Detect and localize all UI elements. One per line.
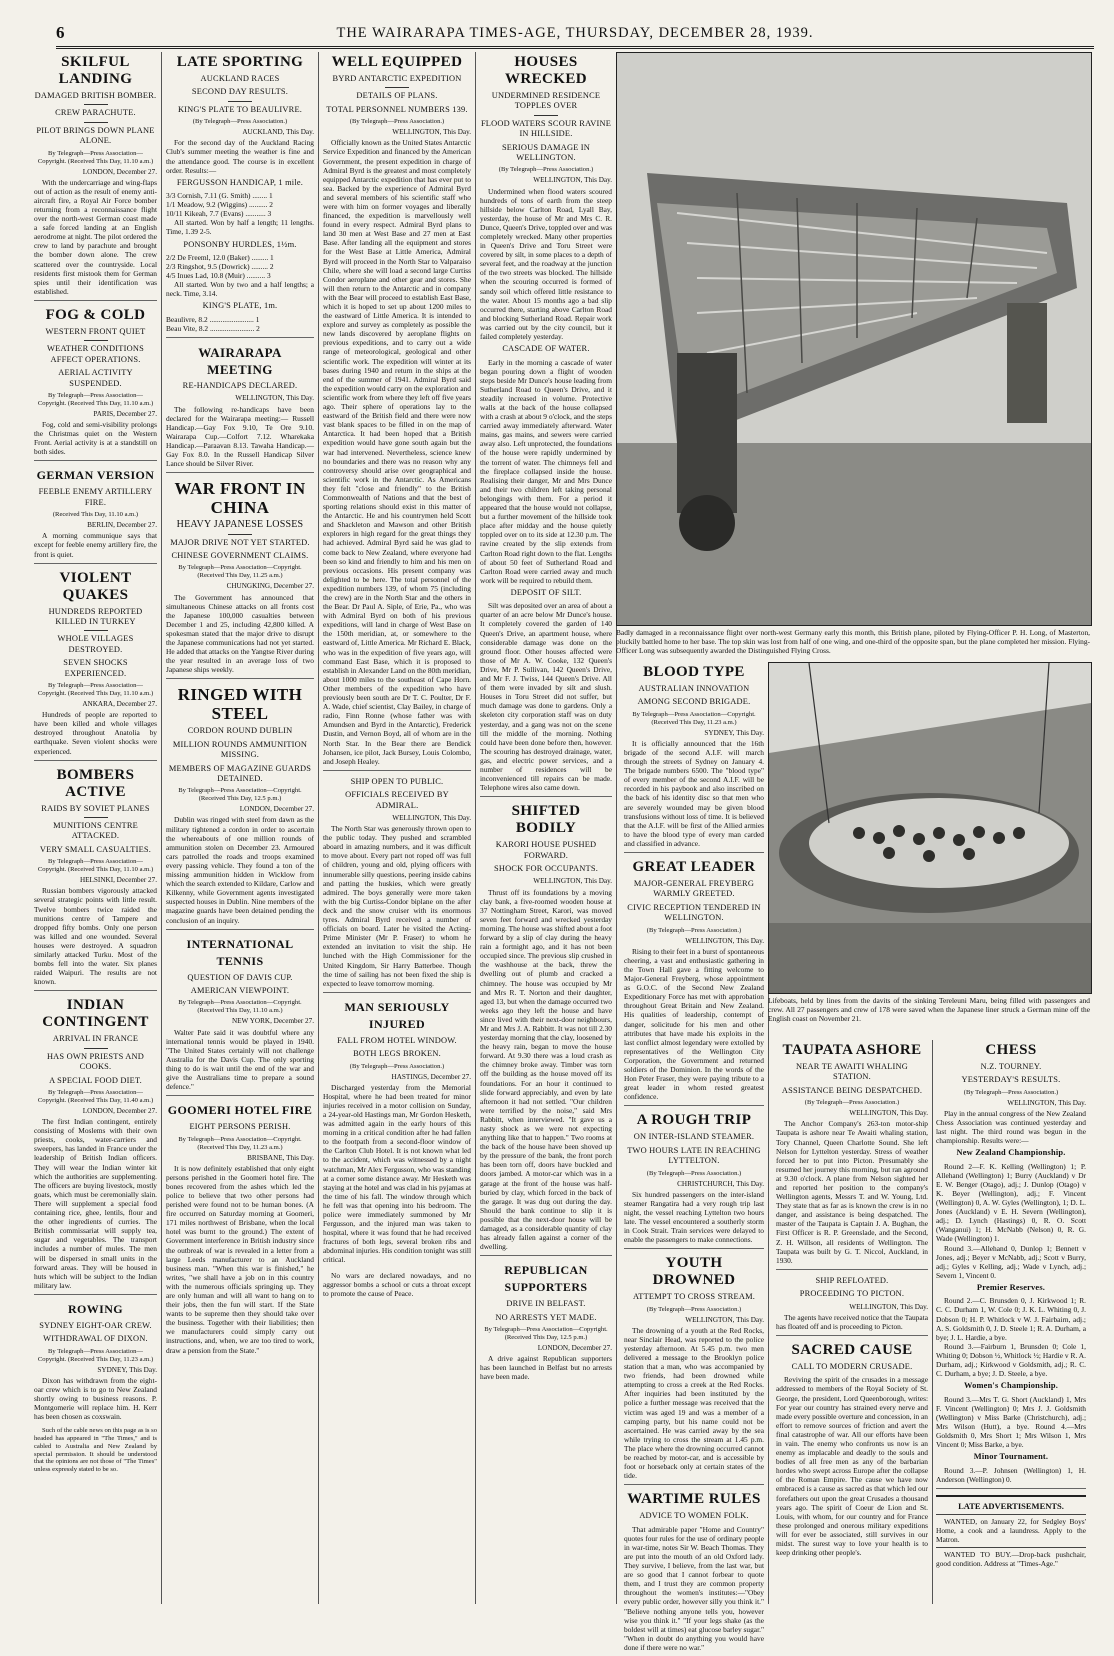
dateline: LONDON, December 27. [82, 1107, 157, 1115]
subhead: HAS OWN PRIESTS AND COOKS. [46, 1051, 145, 1072]
article-body: A drive against Republican supporters has been launched in Belfast but no arrests have been made. [480, 1354, 612, 1382]
subhead: AERIAL ACTIVITY SUSPENDED. [58, 368, 133, 388]
ads-heading: LATE ADVERTISEMENTS. [958, 1500, 1064, 1511]
lifeboats-photo [768, 662, 1092, 994]
subhead: WITHDRAWAL OF DIXON. [43, 1334, 148, 1344]
subhead: KING'S PLATE TO BEAULIVRE. [177, 104, 303, 114]
subhead: BOTH LEGS BROKEN. [353, 1049, 441, 1059]
article-man-seriously-injured [323, 999, 471, 1302]
column-6 [772, 1040, 933, 1604]
headline: WARTIME RULES [627, 1491, 761, 1508]
subhead: ATTEMPT TO CROSS STREAM. [632, 1292, 756, 1302]
section-heading: Premier Reserves. [976, 1282, 1046, 1292]
race-heading: FERGUSSON HANDICAP, 1 mile. [176, 177, 304, 187]
headline: MAN SERIOUSLY INJURED [344, 999, 450, 1031]
subhead: FEEBLE ENEMY ARTILLERY FIRE. [38, 487, 153, 507]
dateline-source: By Telegraph—Press Association—Copyright. (Received This Day, 11.10 a.m.) [37, 682, 154, 698]
article-well-equipped [323, 54, 471, 771]
headline: INDIAN CONTINGENT [42, 997, 149, 1031]
dateline: LONDON, December 27. [537, 1344, 612, 1353]
results: Round 3.—Allehand 0, Dunlop 1; Bennett v Jones, adj.; Beyer v McNabb, adj.; Scott v Burry, adj.; Gyles v Kelling, adj.; Wade v Lynch, adj.; Severn 1, Vincent 0. [936, 1243, 1086, 1280]
dateline: WELLINGTON, This Day. [849, 1109, 928, 1118]
article-body: It is officially announced that the 16th brigade of the second A.I.F. will march through the streets of Sydney on January 4. The brigade numbers 6500. The "blood type" of every member of the second A.I.F. will be recorded in his paybook and also inscribed on the back of his identity disc so that men who are severely wounded may be given blood transfusions without loss of time. It is believed that the A.I.F. will be first of the Allied armies to have the blood type of every man carded and classified in advance. [624, 738, 764, 848]
dateline: LONDON, December 27. [239, 805, 314, 814]
subhead: PILOT BRINGS DOWN PLANE ALONE. [36, 125, 155, 146]
dateline: SYDNEY, This Day. [97, 1365, 157, 1374]
subhead: CIVIC RECEPTION TENDERED IN WELLINGTON. [627, 902, 761, 923]
race-result: 2/2 De Freeml, 12.0 (Baker) ......... 1 [166, 252, 274, 262]
subhead: SHIP REFLOATED. [815, 1275, 889, 1285]
subhead: ASSISTANCE BEING DESPATCHED. [781, 1085, 923, 1095]
article-wartime-rules [624, 1491, 764, 1656]
article-youth-drowned [624, 1255, 764, 1485]
plane-image [617, 53, 1091, 625]
dateline-source: (By Telegraph—Press Association.) [804, 1099, 900, 1107]
dateline: WELLINGTON, This Day. [235, 394, 314, 403]
article-body: The first Indian contingent, entirely consisting of Moslems with their own priests, cooks, water-carriers and sweepers, has landed in France under the leadership of British Indian officers. They will wear the Indian winter kit which the authorities are supplementing. The officers are buying livestock, mostly goats, which must be ceremonially slain. There will supplement a special food containing rice, ghee, lentils, flour and the other ingredients of curries. The British commissariat will supply tea, sugar and vegetables. The transport includes a number of mules. The men will be dispersed in small units in the forward areas. They will be housed in huts which will be subject to the Indian military law. [34, 1117, 157, 1290]
subhead: SHIP OPEN TO PUBLIC. [350, 776, 444, 786]
subhead: MILLION ROUNDS AMMUNITION MISSING. [172, 739, 308, 760]
subhead: QUESTION OF DAVIS CUP. [187, 972, 293, 982]
article-rough-trip [624, 1112, 764, 1249]
article-fog-cold [34, 307, 157, 462]
article-goomeri-hotel-fire [166, 1102, 314, 1358]
subhead: DRIVE IN BELFAST. [506, 1299, 586, 1309]
race-result: 2/3 Ringshot, 9.5 (Dowrick) ......... 2 [166, 262, 274, 272]
subhead: HUNDREDS REPORTED KILLED IN TURKEY [48, 606, 143, 627]
classified-ad: WANTED TO BUY.—Drop-back pushchair, good condition. Address at "Times-Age." [936, 1550, 1086, 1569]
article-body: The drowning of a youth at the Red Rocks, near Sinclair Head, was reported to the police yesterday afternoon. At 5.45 p.m. two men delivered a message to the Brooklyn police station that a man, who was accompanied by two friends, had been drowned while attempting to cross a creek at the Red Rocks. After inquiries had been instituted by the police a further message was received that the victim was aged 19 and was a member of a camping party, but his name could not be ascertained. He was carried away by the sea while trying to cross the stream at 1.45 p.m. The place where the drowning occurred cannot be reached by motor-car, and is accessible by foot or horseback only at certain states of the tide. [624, 1325, 764, 1481]
headline: YOUTH DROWNED [652, 1255, 736, 1289]
subhead: SERIOUS DAMAGE IN WELLINGTON. [501, 142, 591, 163]
subhead: RE-HANDICAPS DECLARED. [182, 381, 298, 391]
article-body: That admirable paper "Home and Country" quotes four rules for the use of ordinary people in war-time, notes Sir W. Beach Thomas. They are put into the mouth of an old Oxford lady. They survive, I believe, from the last war, but are so good that I cannot forbear to quote them, and I trust they are common property throughout the women's institutes:—"Obey every public order, however silly you think it." "Believe nothing anyone tells you, however wise you think it." "If your legs shake (as the boldest will at times) eat glucose barley sugar." "When in doubt do anything you would have done if there were no war." [624, 1524, 764, 1652]
article-body: Rising to their feet in a burst of spontaneous cheering, a vast and enthusiastic gathering in the Town Hall gave a fitting welcome to Major-General Freyberg, whose appointment as G.O.C. of the Second New Zealand Expeditionary Force has met with approbation throughout Great Britain and New Zealand. His qualities of leadership, contempt of danger, solicitude for his men and other attributes that have made his exploits in the last conflict almost legendary were extolled by representatives of the Wellington City Corporation, the Government and returned soldiers of the Dominion. In the words of the Hon Peter Fraser, they were paying tribute to a great leader in whom rested greatest confidence. [624, 946, 764, 1102]
headline: SACRED CAUSE [791, 1341, 913, 1358]
results: Round 3.—P. Johnsen (Wellington) 1, H. Anderson (Wellington) 0. [936, 1465, 1086, 1484]
article-body: Reviving the spirit of the crusades in a message addressed to members of the Royal Society of St. George, the president, Lord Queenborough, writes: For year our country has strained every nerve and made every possible overture and concession, in an effort to remove sources of friction and avert the final catastrophe of war. All our efforts have been in vain. The enemy who confronts us now is an enemy as implacable and deadly to the souls and bodies of all free men as any of the barbarian hordes who swept across Europe after the collapse of the Roman Empire. The cause we have now embraced is a cause as sacred as that which led our forefathers out upon the great Crusades a thousand years ago. The spirit of Coeur de Lion and St. Louis, with whom, for our country and for France these prolonged and onerous military expeditions will for ever be associated, still survives in our midst. The surest way to love your health is to keep drinking other people's. [776, 1375, 928, 1558]
race-result: Beau Vite, 8.2 ........................ 2 [166, 323, 260, 333]
article-german-version [34, 467, 157, 563]
subhead: ADVICE TO WOMEN FOLK. [639, 1511, 749, 1521]
dateline: WELLINGTON, This Day. [849, 1302, 928, 1311]
dateline-source: By Telegraph—Press Association—Copyright. (Received This Day, 11.10 a.m.) [178, 999, 302, 1015]
masthead [56, 20, 1094, 49]
column-3 [319, 52, 476, 1604]
article-body: Silt was deposited over an area of about a quarter of an acre below Mr Dunce's house. It completely covered the garden of 140 Queen's Drive, an apartment house, where considerable damage was done on the ground floor. Other houses affected were those of Mr A. W. Cooke, 132 Queen's Drive, Mr P. Sullivan, 142 Queen's Drive, and Mr F. J. Twiss, 144 Queen's Drive. All of them were invaded by silt and slush. Houses in Toru Street did not suffer, but much damage was done to gardens. Only a skeleton city corporation staff was on duty yesterday, and a gang was not on the scene till the middle of the morning. Nothing could have been done before then, however. The scouring has destroyed drainage, water, gas, and electric power services, and a number of residences will be inconvenienced till repairs can be made. Telephone wires also came down. [480, 601, 612, 793]
dateline: CHUNGKING, December 27. [226, 582, 314, 591]
classified-ad: WANTED, on January 22, for Sedgley Boys' Home, a cook and a laundress. Apply to the Matron. [936, 1516, 1086, 1544]
column-5 [620, 662, 769, 1652]
subhead: A SPECIAL FOOD DIET. [49, 1075, 142, 1085]
subhead: EIGHT PERSONS PERISH. [189, 1122, 291, 1132]
column-7 [932, 1040, 1090, 1604]
dateline-source: By Telegraph—Press Association—Copyright. (Received This Day, 11.25 a.m.) [178, 564, 302, 580]
headline: GREAT LEADER [632, 859, 756, 876]
dateline-source: (By Telegraph—Press Association.) [498, 166, 594, 174]
dateline: BERLIN, December 27. [87, 521, 157, 530]
column-2 [162, 52, 319, 1604]
subhead: TOTAL PERSONNEL NUMBERS 139. [326, 104, 468, 114]
race-heading: KING'S PLATE, 1m. [202, 301, 278, 311]
photo-caption: Lifeboats, held by lines from the davits of the sinking Tereleuni Maru, being filled with passengers and crew. All 27 passengers and crew of 178 were saved when the Japanese liner struck a German mine off the English coast on November 21. [768, 996, 1090, 1023]
article-blood-type [624, 664, 764, 853]
subhead: FLOOD WATERS SCOUR RAVINE IN HILLSIDE. [480, 118, 612, 139]
subhead: MUNITIONS CENTRE ATTACKED. [53, 821, 138, 841]
subhead: MAJOR DRIVE NOT YET STARTED. [170, 537, 310, 547]
dateline-source: By Telegraph—Press Association—Copyright. (Received This Day, 11.10 a.m.) [37, 391, 154, 407]
headline: SHIFTED BODILY [511, 803, 581, 837]
newspaper-title: THE WAIRARAPA TIMES-AGE, THURSDAY, DECEMBER 28, 1939. [336, 24, 814, 41]
article-late-sporting [166, 54, 314, 338]
dateline: WELLINGTON, This Day. [685, 1315, 764, 1324]
subhead: FALL FROM HOTEL WINDOW. [337, 1035, 457, 1045]
dateline-source: By Telegraph—Press Association—Copyright. (Received This Day, 11.23 a.m.) [37, 1347, 154, 1363]
dateline-source: By Telegraph—Press Association—Copyright. (Received This Day, 11.10 a.m.) [37, 149, 154, 165]
article-war-front-china [166, 479, 314, 679]
dateline-source: (By Telegraph—Press Association.) [646, 926, 742, 934]
lifeboats-image [769, 663, 1091, 993]
headline: INTERNATIONAL TENNIS [186, 936, 294, 968]
dateline: PARIS, December 27. [93, 409, 157, 418]
headline: HOUSES WRECKED [505, 54, 587, 87]
article-international-tennis [166, 936, 314, 1097]
subhead: OFFICIALS RECEIVED BY ADMIRAL. [345, 790, 449, 810]
article-wairarapa-meeting [166, 344, 314, 473]
subhead: NO ARRESTS YET MADE. [495, 1312, 597, 1322]
article-houses-wrecked [480, 54, 612, 797]
photo-caption: Badly damaged in a reconnaissance flight over north-west Germany early this month, this British plane, piloted by Flying-Officer P. H. Long, of Masterton, pluckily battled home to her base. The top skin was lost from half of one wing, and one-third of the opposite span, but the plane completed her mission. Flying-Officer Long was subsequently awarded the Distinguished Flying Cross. [616, 628, 1090, 655]
race-result: 1/1 Meadow, 9.2 (Wiggins) .......... 2 [166, 200, 273, 210]
dateline-source: (By Telegraph—Press Association.) [646, 1169, 742, 1177]
subhead: NEAR TE AWAITI WHALING STATION. [795, 1062, 909, 1082]
dateline: AUCKLAND, This Day. [242, 128, 314, 137]
subhead: KARORI HOUSE PUSHED FORWARD. [495, 840, 597, 860]
article-body: Walter Pate said it was doubtful where any international tennis would be played in 1940. "The United States certainly will not challenge Australia for the Davis Cup. The only sporting thing to do is wait until the end of the war and give the Australians time to prepare a sound defence." [166, 1027, 314, 1092]
article-body: Dixon has withdrawn from the eight-oar crew which is to go to New Zealand shortly owing to business reasons. P. Montgomerie will replace him. H. Kerr has been chosen as coxswain. [34, 1375, 157, 1422]
race-result: 4/5 Inues Lad, 10.8 (Muir) .......... 3 [166, 271, 271, 281]
subhead: SEVEN SHOCKS EXPERIENCED. [63, 658, 128, 678]
article-chess [936, 1042, 1086, 1489]
dateline-source: (By Telegraph—Press Association.) [646, 1305, 742, 1313]
dateline-source: (Received This Day, 11.10 a.m.) [52, 511, 139, 519]
article-body: The North Star was generously thrown open to the public today. They pushed and scrambled aboard in amazing numbers, and it was difficult to move about. Every part not roped off was full of children, young and old, plying officers with innumerable silly questions, peering inside cabins and patting the huskies, which were greatly admired. The boys generally were more taken with the big Curtiss-Condor biplane on the after deck and the snow cruiser with its enormous tyres. Admiral Byrd received a number of officials on board. Later he visited the Acting-Prime Minister (Mr P. Fraser) to whom he extended an invitation to visit the ship. He lunched with the High Commissioner for the United Kingdom, Sir Harry Batterbee. Though the time of sailing has not been fixed the ship is expected to leave tomorrow morning. [323, 824, 471, 988]
article-ringed-with-steel [166, 685, 314, 929]
subhead: VERY SMALL CASUALTIES. [39, 844, 152, 854]
dateline: ANKARA, December 27. [82, 700, 157, 709]
dateline: BRISBANE, This Day. [247, 1153, 314, 1162]
article-body: Russian bombers vigorously attacked several strategic points with little result. Twelve bombers twice raided the munitions centre of Tampere and dropped fifty bombs. Only one person was killed and one wounded. Several houses were destroyed. A squadron similarly attacked Turku. Most of the bombs fell into the water. Six planes raided Waipuri. The results are not known. [34, 886, 157, 987]
subhead: DEPOSIT OF SILT. [510, 587, 582, 597]
subhead: WHOLE VILLAGES DESTROYED. [57, 634, 134, 654]
dateline-source: By Telegraph—Press Association—Copyright. (Received This Day, 11.10 a.m.) [37, 858, 154, 874]
subhead: SECOND DAY RESULTS. [191, 87, 289, 97]
subhead: SHOCK FOR OCCUPANTS. [494, 864, 598, 874]
article-ship-open [323, 777, 471, 993]
article-body: Officially known as the United States Antarctic Service Expedition and financed by the American Government, the present expedition in charge of Admiral Byrd is the greatest and most completely equipped Antarctic expedition that has ever put to sea. Backed by the experience of Admiral Byrd and several members of his scientific staff who were with him on former voyages and liberally financed, the expedition is marvellously well found in every respect. Admiral Byrd plans to land 30 men at West Base and 27 men at East Base. After landing all the equipment and stores for the West Base at Little America, Admiral Byrd will proceed in the North Star to Valparaiso Chile, where she will load a second large Curtiss Condor aeroplane and other gear and stores. She will then return to the Antarctic and in company with the Bear will proceed to establish East Base, which it is hoped to set up about 1200 miles to the eastward of Little America. It is intended to explore and survey as completely as possible the new lands discovered by aeroplane flights on previous expeditions, and to carry out a wide range of meteorological, geological and other scientific work. The expedition will winter at its bases during 1940 and return in the ships at the end of the summer of 1941. Admiral Byrd said the expedition would carry on the exploration and scientific work from where they left off five years ago. Their sphere of operations lay to the eastward of the British field and there were now vast blank spaces to be filled in on the map of Antarctica. It had been hoped that a British expedition would have gone south again but the war had intervened. Nevertheless, science knew no boundaries and there was no reason why any controversy should arise over geographical and scientific work in the Antarctic. As Americans they felt "close and friendly" to the British Commonwealth of Nations and that the best of sporting relations should exist in this matter of the Antarctic. He and his countrymen held Scott and Shackleton and Mawson and other British explorers in high regard for the great things they had achieved. Admiral Byrd said he was glad to come back to New Zealand, where everyone had been so kind and friendly to him and his men on previous occasions. His present company was delighted to be here. The total personnel of the expedition numbers 139, of whom 75 (including the crew) are in the North Star and the others in the Bear. Dr Paul A. Siple, of Erie, Pa., who was with Admiral Byrd on both of his previous expeditions, will land in charge of West Base on the 150th meridian, at, or somewhere to the eastward of, Little America. Mr Richard E. Black, who was in the expedition of five years ago, will command East Base, which it is proposed to establish in Alexander Land on the 80th meridian, about 1000 miles to the southeast of Cape Horn. Other members of the expedition who have previously been south are Dr T. C. Poulter, Dr F. A. Wade, chief scientist, Clay Bailey, in charge of radio, Finn Ronne (whose father was with Amundsen and Byrd in the Antarctic), Frederick Dustin, and Vernon Boyd, all of whom are in the North Star. In the Bear there are Bendick Johansen, ice pilot, Jack Bursey, Louis Colombo, and Joseph Healey. [323, 138, 471, 766]
subhead: CHINESE GOVERNMENT CLAIMS. [171, 551, 309, 560]
results: Round 2—F. K. Kelling (Wellington) 1; P. Allehand (Wellington) 1; Burry (Auckland) v Dr E. W. Benger (Otago), adj.; J. Dunlop (Otago) v K. Beyer (Wellington), adj.; F. Vincent (Wellington) 0, A. W. Gyles (Wellington), 1; D. L. Jones (Auckland) v E. H. Severn (Wellington), adj.; D. Lynch (Hastings) 0, R. O. Scott (Wanganui) 1; H. McNabb (Nelson) 0, R. G. Wade (Wellington) 1. [936, 1161, 1086, 1244]
dateline-source: By Telegraph—Press Association—Copyright. (Received This Day, 11.40 a.m.) [37, 1089, 154, 1104]
article-body: It is now definitely established that only eight persons perished in the Goomeri hotel fire. The bones recovered from the ashes which led the police to believe that two other persons had perished were found not to be human bones. (A fire occurred on Saturday morning at Goomeri, 171 miles northwest of Brisbane, when the local hotel was burnt to the ground.) The extent of Government interference in British industry since the outbreak of war is revealed in a letter from a large Leeds manufacturer to an Auckland business man. "When this war is finished," he writes, "we shall have a job on in this country with the numerous officials springing up. They are only human and will all want to hang on to their jobs, then the fun will start. If the State wants to be supreme then they should take over the business. Together with their liabilities; then we manufacturers could simply carry out instructions, and, when, we are too tired to work, draw a pension from the State." [166, 1163, 314, 1355]
article-body: With the undercarriage and wing-flaps out of action as the result of enemy anti-aircraft fire, a Royal Air Force bomber returning from a reconnaissance flight over the north-west German coast made a safe forced landing at an English aerodrome at night. The pilot ordered the crew to land by parachute and brought the bomber down alone. The crew scattered over the countryside. Local residents first mistook them for German spies until their identification was established. [34, 177, 157, 296]
article-body: The following re-handicaps have been declared for the Wairarapa meeting:— Russell Handicap.—Gay Fox 9.10, Te Ore 9.10. Wairarapa Cup.—Colfort 7.12. Wharekaka Handicap.—Paraavan 8.13. Tawaha Handicap.—Gay Fox 8.0. In the Russell Handicap Silver Lance should be Silver River. [166, 404, 314, 469]
headline: ROWING [67, 1301, 124, 1316]
dateline-source: (By Telegraph—Press Association.) [349, 1062, 445, 1070]
headline: WELL EQUIPPED [331, 54, 463, 70]
article-body: Discharged yesterday from the Memorial Hospital, where he had been treated for minor injuries received in a motor collision on Sunday, a 24-year-old Hastings man, Mr Gordon Hesketh, was admitted again in the early hours of this morning in a critical condition after he had fallen to the footpath from a second-floor window of the Carlton Club Hotel. It is not known what led to the accident, which was witnessed by a night watchman, Mr Alex Fergusson, who was standing at a corner some distance away. Mr Hesketh was staying at the hotel and was clad in his pyjamas at the time of his fall. The window through which he fell was that opening into his bedroom. The police were immediately summoned by Mr Fergusson, and the injured man was taken to hospital, where it was found that he had received fractures of both legs, several broken ribs and abdominal injuries. His condition tonight was still critical. [323, 1082, 472, 1265]
article-body: Dublin was ringed with steel from dawn as the military tightened a cordon in order to ascertain the whereabouts of one million rounds of ammunition stolen on December 23. Armoured cars patrolled the roads and troops examined every passing vehicle. They found a ton of the missing ammunition hidden in Wicklow from which the search extended to Kildare, Carlow and Kilkenny, while Government agents investigated suspected houses in Dublin. Nine members of the magazine guards have been detained pending the conclusion of an inquiry. [166, 815, 314, 925]
subhead: N.Z. TOURNEY. [980, 1062, 1042, 1071]
article-ship-refloated [776, 1276, 928, 1336]
subhead: BYRD ANTARCTIC EXPEDITION [332, 74, 462, 83]
column-4 [476, 52, 617, 1604]
dateline: WELLINGTON, This Day. [533, 176, 612, 185]
race-heading: PONSONBY HURDLES, 1½m. [183, 239, 297, 249]
subhead: AUCKLAND RACES [200, 74, 280, 83]
race-note: All started. Won by two and a half lengths; a neck. Time, 3.14. [166, 280, 314, 299]
subhead: AUSTRALIAN INNOVATION [638, 684, 750, 693]
subhead: DETAILS OF PLANS. [356, 91, 438, 101]
article-bombers-active [34, 767, 157, 992]
headline: A ROUGH TRIP [636, 1112, 752, 1129]
subhead: AMONG SECOND BRIGADE. [637, 697, 751, 707]
subhead: MAJOR-GENERAL FREYBERG WARMLY GREETED. [633, 879, 755, 899]
dateline: HASTINGS, December 27. [391, 1072, 471, 1081]
subhead: CREW PARACHUTE. [55, 108, 136, 118]
dateline-source: By Telegraph—Press Association—Copyright. (Received This Day, 11.23 a.m.) [632, 710, 756, 726]
article-body: Play in the annual congress of the New Zealand Chess Association was continued yesterday and last night. The third round was begun in the championship. Results were:— [936, 1108, 1086, 1146]
headline: WAR FRONT IN CHINA [174, 479, 306, 518]
headline: SKILFUL LANDING [58, 54, 133, 87]
dateline: WELLINGTON, This Day. [1007, 1098, 1086, 1107]
dateline: WELLINGTON, This Day. [685, 936, 764, 945]
headline: VIOLENT QUAKES [59, 569, 132, 603]
subhead: AMERICAN VIEWPOINT. [190, 986, 290, 995]
results: Round 3.—Fairburn 1, Brunsden 0; Cole 1, Whiting 0; Dobson ½, Whitlock ½; Hardie v R. A. Durham, adj.; Kirkwood v Goldsmith, adj.; R. C. C. Durham, a bye; J. D. Steele, a bye. [936, 1341, 1086, 1379]
article-great-leader [624, 859, 764, 1106]
dateline-source: By Telegraph—Press Association—Copyright. (Received This Day, 12.5 p.m.) [178, 787, 302, 803]
subhead: WESTERN FRONT QUIET [45, 326, 146, 336]
subhead: UNDERMINED RESIDENCE TOPPLES OVER [491, 91, 601, 111]
headline: REPUBLICAN SUPPORTERS [504, 1263, 588, 1295]
late-advertisements [936, 1495, 1086, 1573]
race-result: 3/3 Cornish, 7.11 (G. Smith) ........ 1 [166, 191, 273, 201]
subhead: CORDON ROUND DUBLIN [187, 726, 293, 736]
article-rowing [34, 1301, 157, 1478]
article-sacred-cause [776, 1342, 928, 1561]
subhead: ON INTER-ISLAND STEAMER. [633, 1132, 755, 1142]
article-skilful-landing [34, 54, 157, 301]
section-heading: Women's Championship. [963, 1381, 1059, 1391]
dateline-source: By Telegraph—Press Association—Copyright. (Received This Day, 11.23 a.m.) [178, 1135, 302, 1151]
column-1 [30, 52, 162, 1604]
copyright-note: Such of the cable news on this page as is so headed has appeared in "The Times," and is cabled to Australia and New Zealand by special permission. It should be understood that the opinions are not those of "The Times" unless expressly stated to be so. [34, 1427, 158, 1474]
filler-note: No wars are declared nowadays, and no aggressor bombs a school or cuts a throat except to promote the cause of Peace. [323, 1270, 471, 1298]
subhead: CALL TO MODERN CRUSADE. [791, 1361, 913, 1371]
subhead: ARRIVAL IN FRANCE [52, 1034, 139, 1044]
page-number: 6 [56, 23, 65, 42]
article-body: Undermined when flood waters scoured hundreds of tons of earth from the steep hillside below Carlton Road, Lyall Bay, yesterday, the house of Mr and Mrs C. R. Dunce, Queen's Drive, toppled over and was completely wrecked. Many other properties in Queen's Drive and Toru Street were covered by silt, in some places to a depth of several feet, and the roadway at the junction of the two streets was blocked. The hillside when the scouring occurred is formed of sandy soil which offered little resistance to the water. About 15 months ago a bad slip occurred there, starting above Carlton Road and blocking Sutherland Road. Repair work was carried out by the city council, but it failed completely yesterday. [480, 186, 612, 342]
article-body: The agents have received notice that the Taupata has floated off and is proceeding to Picton. [776, 1312, 928, 1331]
dateline: WELLINGTON, This Day. [533, 877, 612, 886]
headline: CHESS [985, 1042, 1037, 1058]
dateline-source: (By Telegraph—Press Association.) [349, 118, 445, 126]
dateline-source: (By Telegraph—Press Association.) [963, 1088, 1059, 1096]
section-heading: New Zealand Championship. [956, 1148, 1066, 1158]
article-indian-contingent [34, 997, 157, 1295]
headline: LATE SPORTING [176, 54, 304, 70]
dateline: NEW YORK, December 27. [231, 1017, 314, 1026]
dateline: WELLINGTON, This Day. [392, 128, 471, 137]
dateline: LONDON, December 27. [82, 167, 157, 176]
article-body: Hundreds of people are reported to have been killed and whole villages destroyed throughout Anatolia by earthquake. Seven violent shocks were experienced. [34, 710, 157, 756]
dateline: SYDNEY, This Day. [704, 728, 764, 737]
article-body: Thrust off its foundations by a moving clay bank, a five-roomed wooden house at 37 Nottingham Street, Karori, was moved seven feet forward and wrecked yesterday morning. The house was shifted about a foot forward by a slip of clay during the heavy rain a fortnight ago, and it has not been occupied since. The previous slip crushed in the washhouse at the back, threw the dwelling out of plumb and cracked a chimney. The house was occupied by Mr and Mrs R. T. Norton and their daughter, aged 13, but when the damage occurred two weeks ago they left the house and have since lived with their next-door neighbours, Mr and Mrs J. A. Rabbitt. It was not till 2.30 yesterday morning that the clay, loosened by the heavy rain, began to move the house forward. At 9.30 there was a loud crash as the chimney broke away. Timber was torn off the building as the house moved off its foundations. For an hour it continued to slide forward appreciably, and even by late afternoon it had not settled. "Our children were terrified by the noise," said Mrs Rabbitt, when interviewed. "It gave us a nasty shock as we were not expecting anything like that to happen." Two rooms at the back of the house have been shoved up by the pressure of the bank, the front porch has been torn off, doors have buckled and doors jambed. A motor-car which was in a garage at the front of the house was half-buried by clay, which forced in the back of the garage. It was dug out during the day. Should the bank continue to slip it is possible that the next-door house will be damaged, as a considerable quantity of clay has already fallen against a corner of the dwelling. [480, 887, 612, 1252]
article-body: Fog, cold and semi-visibility prolongs the Christmas quiet on the Western Front. Aerial activity is at a standstill on both sides. [34, 420, 157, 457]
article-violent-quakes [34, 570, 157, 761]
dateline: CHRISTCHURCH, This Day. [677, 1179, 764, 1188]
race-result: Beaulivre, 8.2 ........................ 1 [166, 314, 260, 324]
headline: BOMBERS ACTIVE [56, 766, 135, 800]
article-taupata-ashore [776, 1042, 928, 1270]
subhead: YESTERDAY'S RESULTS. [961, 1075, 1061, 1085]
subhead: DAMAGED BRITISH BOMBER. [34, 91, 157, 100]
article-republican-supporters [480, 1262, 612, 1385]
dateline-source: By Telegraph—Press Association—Copyright. (Received This Day, 12.5 p.m.) [484, 1326, 608, 1342]
article-body: Early in the morning a cascade of water began pouring down a flight of wooden steps beside Mr Dunce's house leading from Sutherland Road to Queen's Drive, and it steadily increased in volume. Protective walls at the back of the house collapsed with a crash at about 9 o'clock, and the steps carried away immediately afterward. Water mains, gas mains, and sewers were carried away also. Left unprotected, the foundations of the house were rapidly undermined by the torrent of water. The chimneys fell and the fireplace collapsed inside the house. Realising their danger, Mr and Mrs Dunce and their two children left taking personal belongings with them. For a period it appeared that the house would not collapse, but a further movement of the hillside took place after midday and the house quietly toppled over on to its side at 12.30 p.m. The ravine created by the slip extends from Carlton Road right down to the flat. Lengths of about 50 feet of Sutherland Road and Carlton Road were carried away and much work will be required to rebuild them. [480, 357, 612, 585]
subhead: CASCADE OF WATER. [502, 344, 590, 354]
headline: RINGED WITH STEEL [177, 685, 303, 724]
article-body: A morning communique says that except for feeble enemy artillery fire, the front is quiet. [34, 531, 157, 559]
race-note: All started. Won by half a length; 11 lengths. Time, 1.39 2-5. [166, 218, 314, 237]
article-shifted-bodily [480, 803, 612, 1256]
subhead: SYDNEY EIGHT-OAR CREW. [39, 1320, 152, 1330]
headline: GERMAN VERSION [36, 468, 155, 483]
race-result: 10/11 Kikeah, 7.7 (Evans) ........... 3 [166, 209, 272, 219]
subhead: MEMBERS OF MAGAZINE GUARDS DETAINED. [168, 763, 312, 783]
article-body: Six hundred passengers on the inter-island steamer Rangatira had a very rough trip last night, the vessel reaching Lyttelton two hours late. The vessel encountered a southerly storm in Cook Strait. Train services were delayed to enable the passengers to make connections. [624, 1189, 764, 1245]
damaged-plane-photo [616, 52, 1092, 626]
dateline: WELLINGTON, This Day. [392, 814, 471, 822]
subhead: RAIDS BY SOVIET PLANES [41, 803, 150, 813]
results: Round 3.—Mrs T. G. Short (Auckland) 1, Mrs F. Vincent (Wellington) 0; Mrs J. J. Goldsmith (Wellington) v Miss Barke (Christchurch), adj.; Mrs Wilson (Hutt), a bye. Round 4.—Mrs Goldsmith 0, Mrs Short 1; Mrs Wilson 1, Mrs Vincent 0; Miss Barke, a bye. [936, 1394, 1086, 1450]
section-heading: Minor Tournament. [973, 1452, 1049, 1462]
subhead: PROCEEDING TO PICTON. [799, 1289, 905, 1299]
headline: FOG & COLD [45, 306, 146, 323]
headline: WAIRARAPA MEETING [198, 345, 282, 378]
results: Round 2.—C. Brunsden 0, J. Kirkwood 1; R. C. C. Durham 1, W. Cole 0; J. K. L. Whiting 0, J. Dobson 0; H. P. Whitlock v W. J. Fairbairn, adj.; A. S. Goldsmith 0, J. D. Steele 1; R. A. Durham, a bye; J. L. Hardie, a bye. [936, 1296, 1086, 1342]
subhead: WEATHER CONDITIONS AFFECT OPERATIONS. [47, 344, 144, 364]
headline: BLOOD TYPE [643, 664, 745, 680]
dateline: HELSINKI, December 27. [79, 876, 157, 885]
headline: TAUPATA ASHORE [782, 1042, 922, 1058]
headline: GOOMERI HOTEL FIRE [167, 1103, 313, 1118]
subhead: HEAVY JAPANESE LOSSES [176, 519, 304, 531]
dateline-source: (By Telegraph—Press Association.) [192, 118, 288, 126]
article-body: The Anchor Company's 263-ton motor-ship Taupata is ashore near Te Awaiti whaling station, Tory Channel, Queen Charlotte Sound. She left Nelson for Lyttelton yesterday. Stress of weather forced her to put into Picton. Presumably she resumed her journey this morning, but ran aground at 9.30 o'clock. A plane from Nelson sighted her and reported her position to the company's Wellington agents, Messrs T. and W. Young, Ltd. They state that as far as is known the crew is in no danger, and assistance is being despatched. The master of the Taupata is Captain J. A. Bughan, the First Officer is R. P. Greenslade, and the Second, Z. H. Willson, all residents of Wellington. The Taupata was built by G. T. Niccol, Auckland, in 1930. [776, 1119, 928, 1265]
article-body: For the second day of the Auckland Racing Club's summer meeting the weather is fine and the attendance good. The course is in excellent order. Results:— [166, 138, 314, 175]
article-body: The Government has announced that simultaneous Chinese attacks on all fronts cost the Japanese 100,000 casualties between December 1 and 25, including 42,800 killed. A spokesman stated that the major drive to disrupt the Japanese communications had not yet started. He added that attacks on the Yangtse River during the year resulted in an average loss of two Japanese ships weekly. [166, 592, 314, 675]
subhead: TWO HOURS LATE IN REACHING LYTTELTON. [627, 1145, 761, 1166]
